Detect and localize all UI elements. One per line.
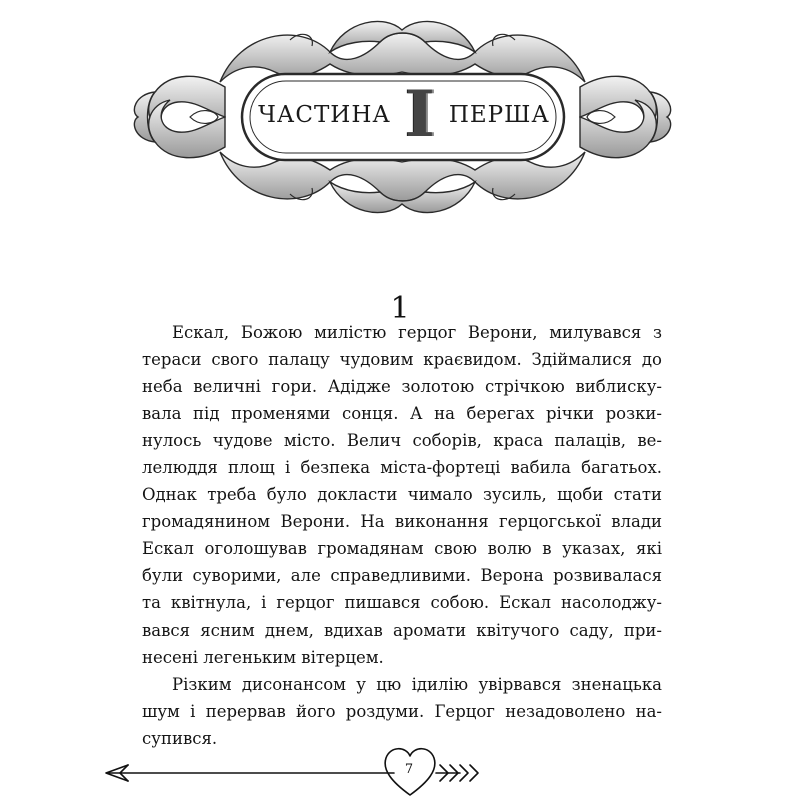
part-title-right-word: ПЕРША [448,102,550,128]
text-line: несені легеньким вітерцем. [142,647,384,667]
text-line: вався ясним днем, вдихав аромати квітучого саду, при- [142,620,662,640]
text-line: Ескал, Божою милістю герцог Верони, милувався з [172,323,662,342]
chapter-number: 1 [390,291,410,326]
text-line: Ескал оголошував громадянам свою волю в указах, які [142,539,662,559]
text-line: Однак треба було докласти чимало зусиль, щоби стати [142,485,662,505]
text-line: були суворими, але справедливими. Верона розвивалася [142,566,662,586]
page-number: 7 [404,762,414,777]
text-line: шум і перервав його роздуми. Герцог незадоволено на- [142,701,662,721]
part-title-left-word: ЧАСТИНА [258,102,391,128]
text-line: лелюддя площ і безпека міста-фортеці вабила багатьох. [142,458,662,478]
text-line: неба величні гори. Адідже золотою стрічкою виблиску- [142,377,662,397]
text-line: Різким дисонансом у цю ідилію увірвався зненацька [172,674,662,694]
part-title [243,72,565,158]
text-line: та квітнула, і герцог пишався собою. Ескал насолоджу- [142,593,662,613]
chapter-body [142,319,662,752]
text-line: громадянином Верони. На виконання герцогської влади [142,512,662,532]
text-line: вала під променями сонця. А на берегах річки розки- [142,404,662,424]
text-line: супився. [142,728,218,748]
arrow-heart-icon [100,740,485,798]
text-line: тераси свого палацу чудовим краєвидом. Здіймалися до [142,350,662,370]
text-line: нулось чудове місто. Велич соборів, краса палаців, ве- [142,431,662,451]
part-numeral: I [404,77,435,152]
